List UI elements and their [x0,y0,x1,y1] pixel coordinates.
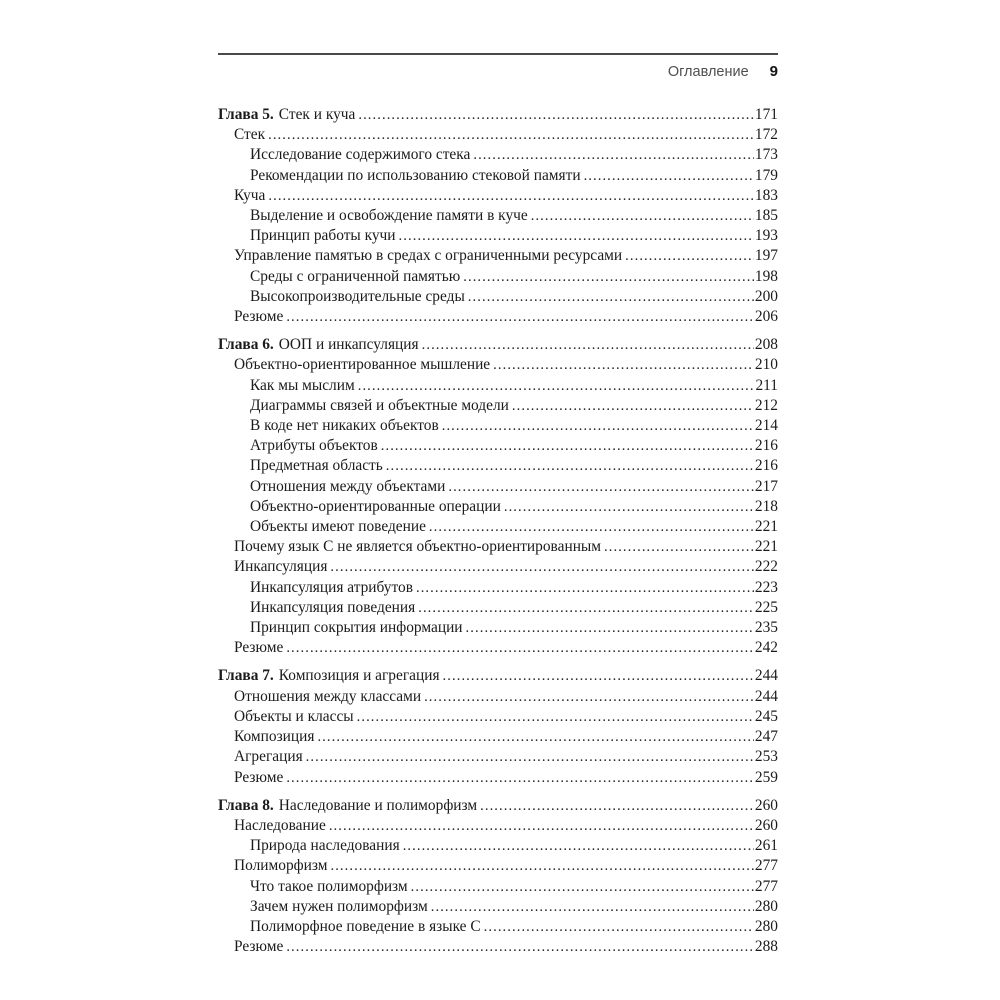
entry-page-number: 216 [754,437,778,455]
toc-chapter-entry [218,335,778,355]
entry-page-number: 222 [754,558,778,576]
chapter-prefix: Глава 7. [218,667,274,685]
entry-title: Среды с ограниченной памятью [250,267,461,285]
toc-entry [218,917,778,937]
dot-leader [584,166,754,186]
entry-page-number: 216 [754,457,778,475]
entry-title: Инкапсуляция атрибутов [250,578,413,596]
dot-leader [306,747,754,767]
entry-title: Атрибуты объектов [250,437,378,455]
entry-page-number: 260 [754,796,778,814]
entry-page-number: 218 [754,497,778,515]
toc-entry [218,246,778,266]
entry-title: Резюме [234,768,284,786]
toc-entry [218,836,778,856]
dot-leader [429,517,754,537]
entry-title: Композиция и агрегация [278,667,440,685]
dot-leader [358,105,754,125]
toc-entry [218,436,778,456]
dot-leader [493,355,754,375]
toc-entry [218,877,778,897]
entry-title: Выделение и освобождение памяти в куче [250,207,528,225]
toc-entry [218,598,778,618]
dot-leader [268,186,754,206]
toc-entry [218,226,778,246]
entry-title: Зачем нужен полиморфизм [250,897,428,915]
toc-entry [218,206,778,226]
entry-page-number: 223 [754,578,778,596]
entry-page-number: 235 [754,619,778,637]
entry-page-number: 179 [754,166,778,184]
dot-leader [357,707,754,727]
toc-entry [218,456,778,476]
dot-leader [411,877,754,897]
toc-entry [218,618,778,638]
entry-page-number: 221 [754,518,778,536]
toc-entry [218,416,778,436]
dot-leader [625,246,754,266]
entry-page-number: 172 [754,126,778,144]
chapter-prefix: Глава 5. [218,106,274,123]
toc-entry [218,287,778,307]
entry-page-number: 214 [754,417,778,435]
book-page [218,53,778,957]
toc-chapter-entry [218,796,778,816]
toc-entry [218,578,778,598]
entry-page-number: 183 [754,186,778,204]
entry-page-number: 217 [754,477,778,495]
toc-entry [218,396,778,416]
dot-leader [386,456,754,476]
entry-page-number: 242 [754,639,778,657]
entry-page-number: 221 [754,538,778,556]
toc-entry [218,307,778,327]
running-header-title: Оглавление [667,64,749,80]
dot-leader [403,836,754,856]
entry-page-number: 185 [754,207,778,225]
entry-title: Объекты имеют поведение [250,518,426,536]
entry-title: Принцип сокрытия информации [250,619,463,637]
dot-leader [416,578,754,598]
running-header [218,55,778,81]
dot-leader [330,557,753,577]
entry-title: Резюме [234,308,284,326]
toc-entry [218,186,778,206]
entry-page-number: 277 [754,877,778,895]
toc-chapter-entry [218,105,778,125]
toc-entry [218,166,778,186]
entry-page-number: 197 [754,247,778,265]
entry-title: Инкапсуляция [234,558,328,576]
entry-title: Резюме [234,938,284,956]
dot-leader [604,537,754,557]
entry-page-number: 245 [754,707,778,725]
dot-leader [286,638,754,658]
entry-page-number: 208 [754,336,778,354]
entry-title: Резюме [234,639,284,657]
toc-entry [218,856,778,876]
toc-entry [218,897,778,917]
entry-page-number: 171 [754,106,778,123]
entry-page-number: 198 [754,267,778,285]
toc-entry [218,125,778,145]
dot-leader [317,727,753,747]
entry-title: Как мы мыслим [250,376,355,394]
dot-leader [468,287,754,307]
entry-title: Отношения между объектами [250,477,446,495]
toc-entry [218,747,778,767]
dot-leader [466,618,754,638]
toc-section [218,666,778,787]
entry-title: Полиморфное поведение в языке C [250,917,481,935]
dot-leader [473,145,754,165]
entry-page-number: 193 [754,227,778,245]
toc-entry [218,727,778,747]
toc-chapter-entry [218,666,778,686]
entry-title: Куча [234,186,266,204]
entry-title: Что такое полиморфизм [250,877,408,895]
toc-entry [218,537,778,557]
entry-title: Исследование содержимого стека [250,146,471,164]
entry-title: Агрегация [234,748,303,766]
dot-leader [330,856,753,876]
dot-leader [422,335,754,355]
entry-title: Наследование и полиморфизм [278,796,478,814]
entry-page-number: 261 [754,837,778,855]
entry-title: Рекомендации по использованию стековой памяти [250,166,581,184]
entry-page-number: 200 [754,287,778,305]
dot-leader [484,917,754,937]
dot-leader [424,687,754,707]
dot-leader [286,768,754,788]
entry-page-number: 280 [754,917,778,935]
entry-page-number: 259 [754,768,778,786]
dot-leader [504,497,754,517]
entry-page-number: 288 [754,938,778,956]
entry-page-number: 210 [754,356,778,374]
entry-title: Объектно-ориентированные операции [250,497,501,515]
toc-entry [218,267,778,287]
entry-page-number: 247 [754,728,778,746]
toc-entry [218,376,778,396]
entry-title: Полиморфизм [234,857,328,875]
toc-entry [218,517,778,537]
toc-entry [218,557,778,577]
dot-leader [286,307,754,327]
toc-section [218,105,778,327]
entry-title: Природа наследования [250,837,400,855]
entry-page-number: 260 [754,816,778,834]
entry-title: Инкапсуляция поведения [250,598,416,616]
entry-title: Объектно-ориентированное мышление [234,356,491,374]
entry-title: Объекты и классы [234,707,354,725]
entry-title: Принцип работы кучи [250,227,396,245]
entry-title: Наследование [234,816,326,834]
entry-page-number: 280 [754,897,778,915]
dot-leader [442,416,754,436]
entry-title: Отношения между классами [234,687,422,705]
dot-leader [463,267,754,287]
dot-leader [531,206,754,226]
entry-title: Диаграммы связей и объектные модели [250,396,509,414]
toc-entry [218,816,778,836]
chapter-prefix: Глава 8. [218,796,274,814]
running-header-page-number: 9 [769,63,778,80]
entry-page-number: 253 [754,748,778,766]
entry-title: Стек и куча [278,106,356,123]
dot-leader [431,897,754,917]
dot-leader [268,125,754,145]
dot-leader [329,816,754,836]
dot-leader [381,436,754,456]
entry-title: В коде нет никаких объектов [250,417,439,435]
dot-leader [358,376,755,396]
dot-leader [286,937,754,957]
toc-entry [218,687,778,707]
dot-leader [443,666,754,686]
entry-title: Почему язык C не является объектно-ориентированным [234,538,602,556]
toc-entry [218,937,778,957]
entry-page-number: 225 [754,598,778,616]
dot-leader [418,598,754,618]
dot-leader [480,796,754,816]
chapter-prefix: Глава 6. [218,336,274,354]
dot-leader [512,396,754,416]
entry-title: Предметная область [250,457,383,475]
dot-leader [448,477,754,497]
entry-page-number: 173 [754,146,778,164]
entry-title: Высокопроизводительные среды [250,287,465,305]
entry-page-number: 244 [754,667,778,685]
toc-section [218,796,778,958]
toc-entry [218,355,778,375]
toc-entry [218,145,778,165]
entry-title: Управление памятью в средах с ограниченными ресурсами [234,247,623,265]
toc-entry [218,768,778,788]
toc-entry [218,638,778,658]
toc-entry [218,707,778,727]
entry-page-number: 244 [754,687,778,705]
entry-page-number: 212 [754,396,778,414]
entry-title: Стек [234,126,266,144]
toc-section [218,335,778,658]
entry-title: ООП и инкапсуляция [278,336,419,354]
entry-title: Композиция [234,728,315,746]
dot-leader [399,226,754,246]
entry-page-number: 206 [754,308,778,326]
toc-entry [218,497,778,517]
table-of-contents [218,105,778,957]
entry-page-number: 277 [754,857,778,875]
toc-entry [218,477,778,497]
entry-page-number: 211 [755,376,778,394]
